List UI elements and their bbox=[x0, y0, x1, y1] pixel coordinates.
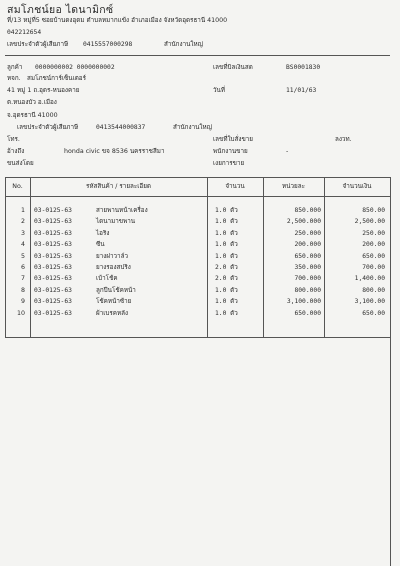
row-number: 1 bbox=[20, 207, 25, 214]
customer-address-1: 41 หมู่ 1 ถ.อุดร-หนองคาย bbox=[7, 87, 80, 94]
reference-label: อ้างถึง bbox=[7, 148, 25, 155]
company-tax-id: 0415557000298 bbox=[83, 41, 133, 48]
customer-name-label: หจก. bbox=[7, 75, 21, 82]
doc-date-label: วันที่ bbox=[213, 87, 225, 94]
row-amount: 3,100.00 bbox=[354, 298, 385, 306]
row-product-code: 03-0125-63 bbox=[34, 264, 72, 271]
row-product-code: 03-0125-63 bbox=[34, 218, 72, 226]
row-unit-price: 700.000 bbox=[294, 275, 321, 283]
doc-number: BS0001830 bbox=[286, 64, 321, 71]
customer-name: สมโภชน์การ์เซ็นเตอร์ bbox=[27, 75, 86, 82]
row-product-code: 03-0125-63 bbox=[34, 275, 72, 283]
customer-address-2: ต.หนองบัว อ.เมือง bbox=[7, 99, 57, 106]
row-description: ซีน bbox=[96, 241, 105, 249]
header-amount: จำนวนเงิน bbox=[342, 183, 372, 190]
row-quantity: 1.0 ตัว bbox=[215, 309, 238, 317]
customer-address-3: จ.อุดรธานี 41000 bbox=[7, 112, 58, 119]
row-number: 3 bbox=[20, 229, 25, 237]
customer-phone-label: โทร. bbox=[7, 136, 20, 143]
row-description: ไอริง bbox=[96, 229, 110, 237]
row-quantity: 2.0 ตัว bbox=[215, 275, 238, 283]
customer-branch: สำนักงานใหญ่ bbox=[173, 124, 213, 131]
row-number: 7 bbox=[20, 275, 25, 283]
order-date-label: ลงวท. bbox=[335, 136, 352, 143]
header-divider bbox=[5, 55, 390, 56]
page-right-border bbox=[390, 337, 391, 566]
customer-code-label: ลูกค้า bbox=[7, 64, 23, 71]
row-unit-price: 650.000 bbox=[294, 309, 321, 317]
row-product-code: 03-0125-63 bbox=[34, 298, 72, 306]
row-quantity: 1.0 ตัว bbox=[215, 229, 238, 237]
row-product-code: 03-0125-63 bbox=[34, 309, 72, 317]
row-amount: 650.00 bbox=[362, 252, 385, 260]
row-quantity: 1.0 ตัว bbox=[215, 286, 238, 294]
customer-tax-id: 0413544000837 bbox=[96, 124, 146, 131]
row-quantity: 1.0 ตัว bbox=[215, 207, 238, 214]
row-description: ผ้าเบรคหลัง bbox=[96, 309, 129, 317]
sales-terms-label: เงยการขาย bbox=[213, 160, 245, 167]
customer-code: 0000000002 0000000002 bbox=[35, 64, 115, 71]
row-unit-price: 3,100.000 bbox=[286, 298, 321, 306]
row-amount: 650.00 bbox=[362, 309, 385, 317]
row-unit-price: 250.000 bbox=[294, 229, 321, 237]
row-description: ลูกปืนโช้คหน้า bbox=[96, 286, 136, 294]
row-product-code: 03-0125-63 bbox=[34, 229, 72, 237]
row-description: เบ้าโช้ค bbox=[96, 275, 118, 283]
row-number: 5 bbox=[20, 252, 25, 260]
row-quantity: 1.0 ตัว bbox=[215, 252, 238, 260]
row-description: ไดนามาขพาน bbox=[96, 218, 136, 226]
row-unit-price: 650.000 bbox=[294, 252, 321, 260]
company-branch: สำนักงานใหญ่ bbox=[164, 41, 204, 48]
header-no: No. bbox=[12, 183, 23, 190]
shipping-label: ขนส่งโดย bbox=[7, 160, 34, 167]
company-phone: 042212654 bbox=[7, 29, 42, 36]
header-description: รหัสสินค้า / รายละเอียด bbox=[86, 183, 151, 190]
row-amount: 800.00 bbox=[362, 286, 385, 294]
row-number: 4 bbox=[20, 241, 25, 249]
row-quantity: 2.0 ตัว bbox=[215, 264, 238, 271]
row-number: 6 bbox=[20, 264, 25, 271]
customer-tax-id-label: เลขประจำตัวผู้เสียภาษี bbox=[17, 124, 79, 131]
row-amount: 1,400.00 bbox=[354, 275, 385, 283]
header-quantity: จำนวน bbox=[225, 183, 245, 190]
row-unit-price: 2,500.000 bbox=[286, 218, 321, 226]
company-name: สมโภชน์ยอ ไดนามิกซ์ bbox=[7, 4, 114, 16]
row-description: ยางรองสปริง bbox=[96, 264, 131, 271]
row-amount: 850.00 bbox=[362, 207, 385, 214]
doc-date: 11/01/63 bbox=[286, 87, 317, 94]
row-unit-price: 800.000 bbox=[294, 286, 321, 294]
row-quantity: 1.0 ตัว bbox=[215, 241, 238, 249]
row-product-code: 03-0125-63 bbox=[34, 207, 72, 214]
order-number-label: เลขที่ใบสั่งขาย bbox=[213, 136, 253, 143]
row-unit-price: 850.000 bbox=[294, 207, 321, 214]
doc-number-label: เลขที่บิลเงินสด bbox=[213, 64, 253, 71]
row-number: 10 bbox=[16, 309, 25, 317]
company-tax-id-label: เลขประจำตัวผู้เสียภาษี bbox=[7, 41, 69, 48]
header-unit-price: หน่วยละ bbox=[282, 183, 305, 190]
row-quantity: 1.0 ตัว bbox=[215, 218, 238, 226]
row-product-code: 03-0125-63 bbox=[34, 252, 72, 260]
row-unit-price: 350.000 bbox=[294, 264, 321, 271]
row-amount: 700.00 bbox=[362, 264, 385, 271]
row-description: สายพานหน้าเครื่อง bbox=[96, 207, 148, 214]
salesperson-value: - bbox=[286, 148, 289, 155]
row-description: โช้คหน้าซ้าย bbox=[96, 298, 132, 306]
reference-value: honda civic ขจ 8536 นครราชสีมา bbox=[64, 148, 165, 155]
row-amount: 200.00 bbox=[362, 241, 385, 249]
row-number: 8 bbox=[20, 286, 25, 294]
row-product-code: 03-0125-63 bbox=[34, 241, 72, 249]
row-amount: 2,500.00 bbox=[354, 218, 385, 226]
row-description: ยางฝาวาล์ว bbox=[96, 252, 128, 260]
company-address: ที่/13 หมู่ที่5 ซอยบ้านดงอุดม ตำบลหมากแข้ง อำเภอเมือง จังหวัดอุดรธานี 41000 bbox=[7, 17, 228, 24]
row-number: 9 bbox=[20, 298, 25, 306]
row-number: 2 bbox=[20, 218, 25, 226]
row-unit-price: 200.000 bbox=[294, 241, 321, 249]
row-product-code: 03-0125-63 bbox=[34, 286, 72, 294]
row-amount: 250.00 bbox=[362, 229, 385, 237]
row-quantity: 1.0 ตัว bbox=[215, 298, 238, 306]
salesperson-label: พนักงานขาย bbox=[213, 148, 248, 155]
